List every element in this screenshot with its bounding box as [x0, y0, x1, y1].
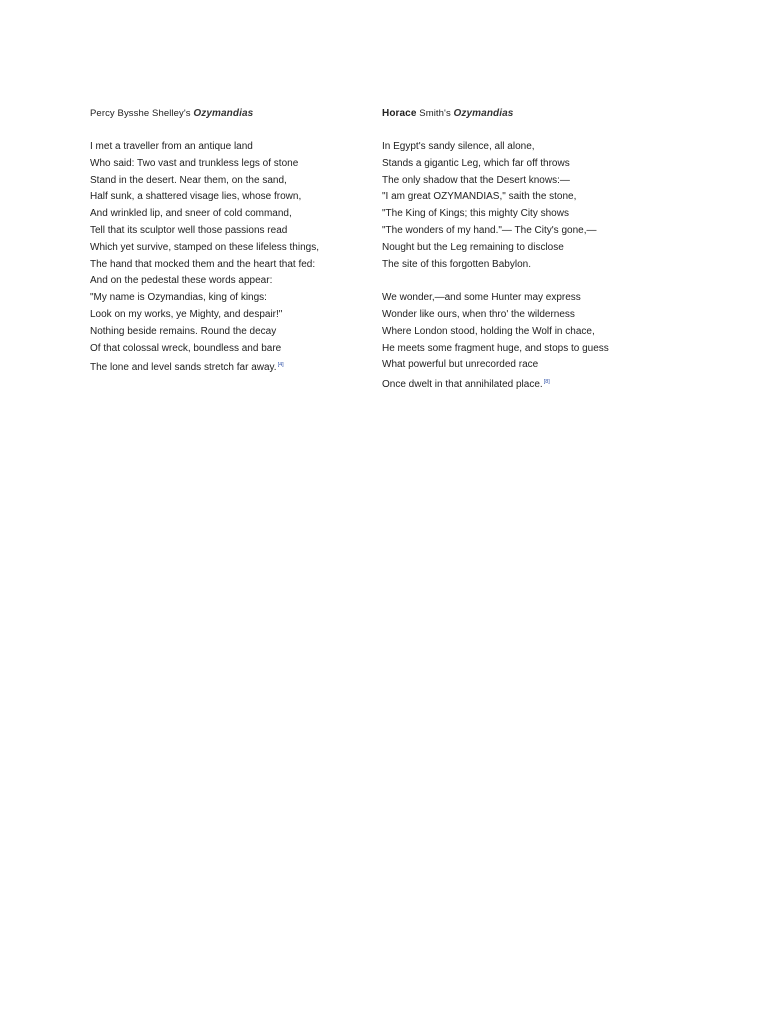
poem-line: Stand in the desert. Near them, on the sand, [90, 174, 287, 186]
poem-line-last [90, 357, 370, 374]
poem-line: Stands a gigantic Leg, which far off throws [382, 157, 570, 169]
poem-line: What powerful but unrecorded race [382, 359, 539, 371]
poem-line: In Egypt's sandy silence, all alone, [382, 141, 535, 152]
smith-poem-heading [382, 106, 742, 122]
poem-line: The hand that mocked them and the heart that fed: [90, 258, 316, 270]
poem-line: The only shadow that the Desert knows:— [382, 174, 570, 186]
poem-line-last [382, 374, 742, 391]
smith-stanza-2 [382, 290, 742, 391]
poem-line: Nothing beside remains. Round the decay [90, 325, 277, 337]
poem-line: Nought but the Leg remaining to disclose [382, 241, 564, 253]
poem-line: We wonder,—and some Hunter may express [382, 292, 581, 304]
poem-line-text: The lone and level sands stretch far away. [90, 362, 277, 374]
footnote-link[interactable]: [8] [543, 379, 550, 386]
smith-heading-name: Horace [382, 108, 417, 119]
shelley-poem-heading [90, 106, 370, 122]
poem-line: I met a traveller from an antique land [90, 141, 253, 152]
smith-heading-title: Ozymandias [453, 108, 514, 119]
poem-line: "The wonders of my hand."— The City's gone,— [382, 224, 597, 236]
poem-line: The site of this forgotten Babylon. [382, 258, 531, 270]
smith-stanza-1 [382, 139, 742, 273]
poem-line: Half sunk, a shattered visage lies, whose frown, [90, 191, 302, 203]
poem-line: Which yet survive, stamped on these lifeless things, [90, 241, 319, 253]
poem-line: "I am great OZYMANDIAS," saith the stone, [382, 191, 577, 203]
poem-line: Who said: Two vast and trunkless legs of stone [90, 157, 299, 169]
poem-line: And wrinkled lip, and sneer of cold command, [90, 208, 292, 220]
poem-line: "My name is Ozymandias, king of kings: [90, 292, 267, 304]
poem-line: Wonder like ours, when thro' the wilderness [382, 308, 575, 320]
poem-line: "The King of Kings; this mighty City shows [382, 208, 569, 220]
smith-poem [382, 106, 742, 391]
poem-line: Where London stood, holding the Wolf in chace, [382, 325, 595, 337]
poem-line: He meets some fragment huge, and stops to guess [382, 342, 609, 354]
shelley-heading-title: Ozymandias [193, 108, 254, 119]
poem-line: Of that colossal wreck, boundless and bare [90, 342, 282, 354]
shelley-heading-author: Percy Bysshe Shelley's [90, 108, 194, 119]
poem-line: Look on my works, ye Mighty, and despair!" [90, 308, 283, 320]
footnote-link[interactable]: [4] [277, 362, 284, 369]
poem-line: And on the pedestal these words appear: [90, 275, 273, 287]
shelley-stanza-1 [90, 139, 370, 374]
poem-line-text: Once dwelt in that annihilated place. [382, 379, 543, 391]
smith-heading-suffix: Smith's [416, 108, 454, 119]
poem-line: Tell that its sculptor well those passions read [90, 224, 288, 236]
shelley-poem [90, 106, 370, 374]
